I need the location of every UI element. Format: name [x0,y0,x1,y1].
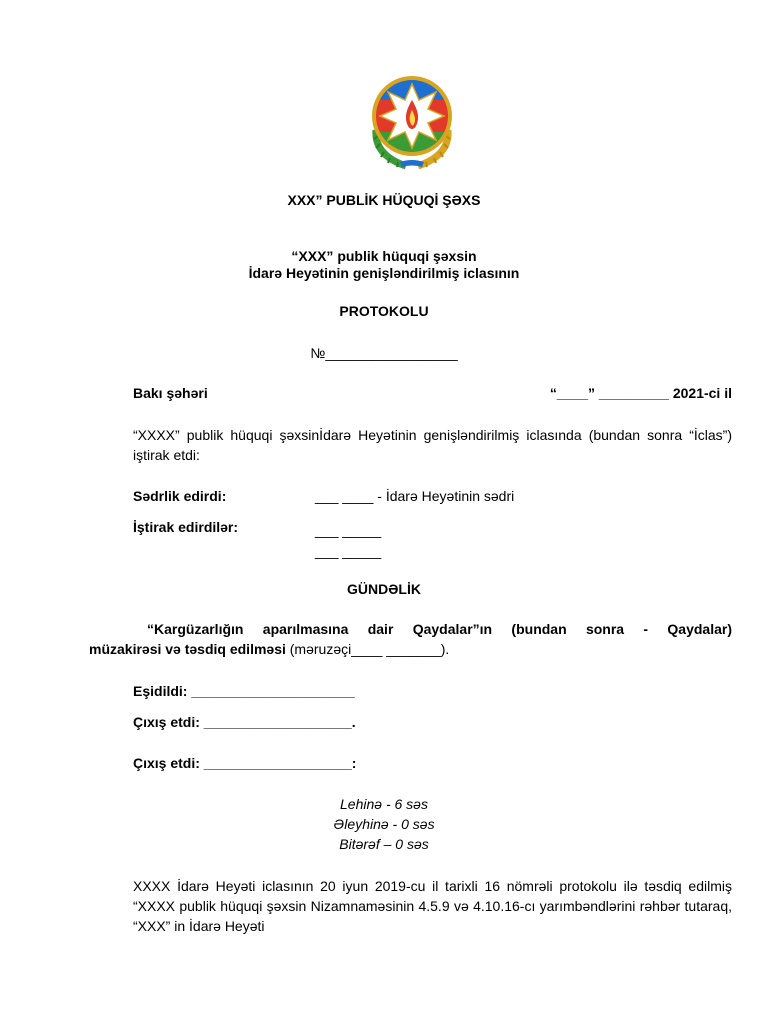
city-label: Bakı şəhəri [133,385,208,401]
chair-label: Sədrlik edirdi: [133,488,227,504]
subtitle-line-2: İdarə Heyətinin genişləndirilmiş iclasının [248,265,520,281]
coat-of-arms-icon [366,70,458,170]
agenda-item-line-2: müzakirəsi və təsdiq edilməsi [89,641,286,657]
votes-against: Əleyhinə - 0 səs [333,816,435,832]
org-title: XXX” PUBLİK HÜQUQİ ŞƏXS [287,192,481,208]
meeting-date: “____” _________ 2021-ci il [549,385,732,401]
spoke-line-2: Çıxış etdi: ___________________: [133,755,357,771]
votes-for: Lehinə - 6 səs [340,796,428,812]
votes-abstain: Bitərəf – 0 səs [339,836,429,852]
agenda-title: GÜNDƏLİK [347,581,421,597]
agenda-item [89,619,732,659]
attendee-2: ___ _____ [315,543,382,559]
subtitle-line-1: “XXX” publik hüquqi şəxsin [291,248,477,264]
protocol-number: №_________________ [310,345,458,361]
agenda-speaker: (məruzəçi____ _______). [285,641,450,657]
document-type: PROTOKOLU [339,303,429,319]
closing-paragraph: XXXX İdarə Heyəti iclasının 20 iyun 2019-cu il tarixli 16 nömrəli protokolu ilə təsdiq edilmiş “XXXX publik hüquqi şəxsin Nizamnaməsinin 4.5.9 və 4.10.16-cı yarımbəndlərini rəhbər tutaraq, “XXX” in İdarə Heyəti [133,878,732,934]
spoke-line-1: Çıxış etdi: ___________________. [133,714,356,730]
intro-paragraph: “XXXX” publik hüquqi şəxsinİdarə Heyətinin genişləndirilmiş iclasında (bundan sonra “İclas”) iştirak etdi: [133,427,732,463]
agenda-item-line-1: “Kargüzarlığın aparılmasına dair Qaydalar”ın (bundan sonra - Qaydalar) [147,621,732,637]
attendee-1: ___ _____ [315,522,382,538]
attendees-label: İştirak edirdilər: [133,519,239,535]
chair-value: ___ ____ - İdarə Heyətinin sədri [315,488,515,504]
heard-line: Eşidildi: _____________________ [133,683,355,699]
